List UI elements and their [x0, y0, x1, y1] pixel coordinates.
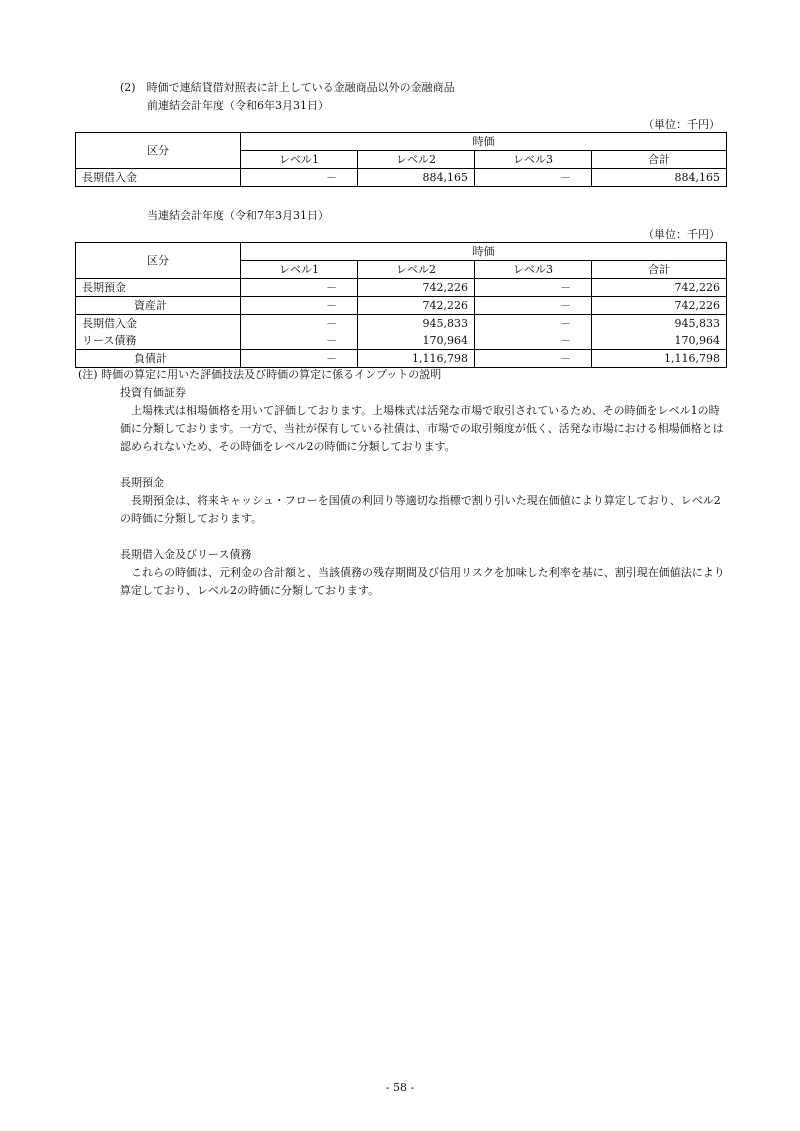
cell-level3: －	[475, 332, 592, 350]
prior-year-table	[75, 132, 727, 187]
table-row	[76, 169, 727, 187]
table-row	[76, 279, 727, 297]
cell-level2: 1,116,798	[358, 350, 475, 368]
header-level3: レベル3	[475, 151, 592, 169]
table-row	[76, 332, 727, 350]
header-level3: レベル3	[475, 261, 592, 279]
cell-level1: －	[241, 279, 358, 297]
row-label: 長期借入金	[76, 315, 241, 333]
header-level2: レベル2	[358, 151, 475, 169]
cell-total: 170,964	[592, 332, 727, 350]
header-total: 合計	[592, 261, 727, 279]
cell-level2: 945,833	[358, 315, 475, 333]
note-body: 長期預金は、将来キャッシュ・フローを国債の利回り等適切な指標で割り引いた現在価値により算定しており、レベル2の時価に分類しております。	[120, 494, 721, 525]
cell-level3: －	[475, 350, 592, 368]
table-row	[76, 297, 727, 315]
current-year-subtitle: 当連結会計年度（令和7年3月31日）	[147, 209, 329, 222]
cell-total: 884,165	[592, 169, 727, 187]
section-heading: (2) 時価で連結貸借対照表に計上している金融商品以外の金融商品	[120, 81, 455, 94]
notes-title: (注) 時価の算定に用いた評価技法及び時価の算定に係るインプットの説明	[78, 368, 442, 381]
table-row	[76, 350, 727, 368]
header-level2: レベル2	[358, 261, 475, 279]
cell-level3: －	[475, 169, 592, 187]
row-label: 長期借入金	[76, 169, 241, 187]
note-heading: 長期預金	[120, 476, 164, 489]
page-number: - 58 -	[385, 1081, 415, 1094]
header-level1: レベル1	[241, 151, 358, 169]
header-total: 合計	[592, 151, 727, 169]
cell-level2: 742,226	[358, 279, 475, 297]
cell-level1: －	[241, 297, 358, 315]
cell-level1: －	[241, 350, 358, 368]
table-row	[76, 315, 727, 333]
header-fair-value: 時価	[241, 243, 727, 261]
prior-year-unit: （単位：千円）	[643, 118, 720, 131]
current-year-table	[75, 242, 727, 368]
cell-level1: －	[241, 332, 358, 350]
cell-level3: －	[475, 315, 592, 333]
note-heading: 長期借入金及びリース債務	[120, 548, 252, 561]
notes-section	[78, 366, 730, 618]
current-year-unit: （単位：千円）	[643, 228, 720, 241]
header-category: 区分	[76, 243, 241, 279]
header-level1: レベル1	[241, 261, 358, 279]
cell-level2: 884,165	[358, 169, 475, 187]
cell-total: 742,226	[592, 297, 727, 315]
row-label: 長期預金	[76, 279, 241, 297]
cell-total: 945,833	[592, 315, 727, 333]
cell-level2: 170,964	[358, 332, 475, 350]
cell-level1: －	[241, 169, 358, 187]
row-label: リース債務	[76, 332, 241, 350]
cell-level3: －	[475, 297, 592, 315]
cell-total: 1,116,798	[592, 350, 727, 368]
note-heading: 投資有価証券	[120, 386, 186, 399]
cell-level3: －	[475, 279, 592, 297]
prior-year-subtitle: 前連結会計年度（令和6年3月31日）	[147, 99, 329, 112]
cell-level2: 742,226	[358, 297, 475, 315]
note-body: 上場株式は相場価格を用いて評価しております。上場株式は活発な市場で取引されているため、その時価をレベル1の時価に分類しております。一方で、当社が保有している社債は、市場での取引頻度が低く、活発な市場における相場価格とは認められないため、その時価をレベル2の時価に分類しております。	[120, 404, 724, 453]
row-label: 資産計	[76, 297, 241, 315]
header-fair-value: 時価	[241, 133, 727, 151]
cell-total: 742,226	[592, 279, 727, 297]
header-category: 区分	[76, 133, 241, 169]
cell-level1: －	[241, 315, 358, 333]
note-body: これらの時価は、元利金の合計額と、当該債務の残存期間及び信用リスクを加味した利率を基に、割引現在価値法により算定しており、レベル2の時価に分類しております。	[120, 566, 725, 597]
row-label: 負債計	[76, 350, 241, 368]
